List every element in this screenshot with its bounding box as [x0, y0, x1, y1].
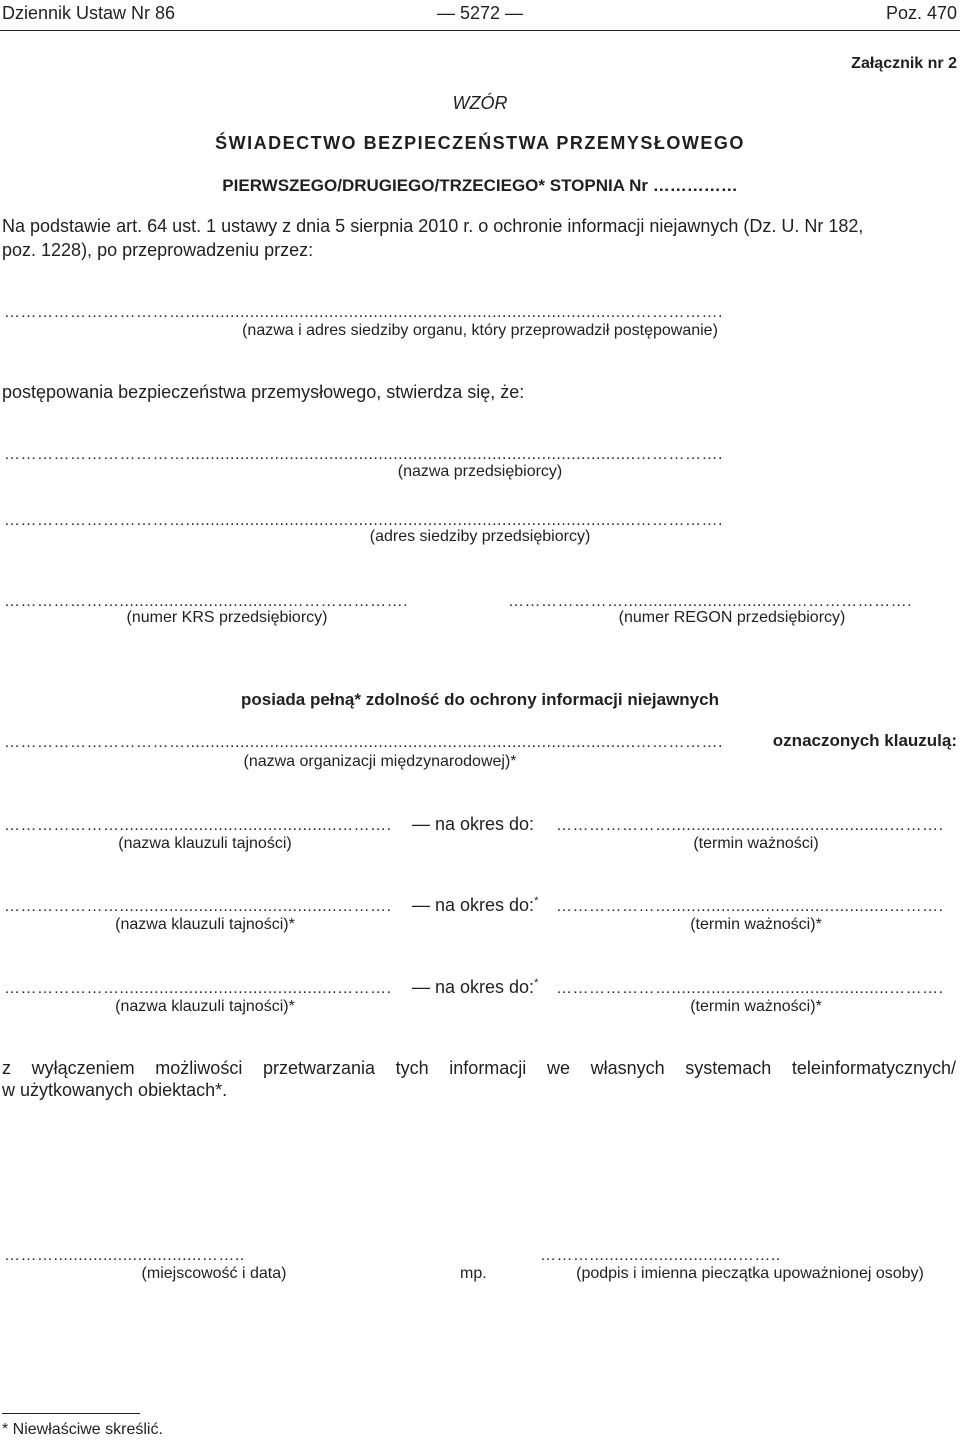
clause-2-period-label: — na okres do:*	[412, 895, 539, 915]
exclusion-line-2: w użytkowanych obiektach*.	[2, 1080, 228, 1100]
international-org-label: (nazwa organizacji międzynarodowej)*	[243, 753, 517, 770]
intro-line-2: poz. 1228), po przeprowadzeniu przez:	[2, 240, 314, 260]
organ-field[interactable]: ……………………………...........................................................................................…………….	[4, 304, 723, 321]
clause-1-field[interactable]: …………………............................................……….	[4, 817, 392, 834]
clause-2-label: (nazwa klauzuli tajności)*	[115, 916, 295, 933]
regon-label: (numer REGON przedsiębiorcy)	[618, 609, 846, 626]
template-label: WZÓR	[452, 93, 508, 113]
document-subtitle: PIERWSZEGO/DRUGIEGO/TRZECIEGO* STOPNIA Nr ……………	[222, 176, 738, 195]
company-name-label: (nazwa przedsiębiorcy)	[397, 463, 563, 480]
annex-label: Załącznik nr 2	[851, 55, 957, 72]
header-rule	[0, 30, 960, 31]
term-1-field[interactable]: …………………............................................……….	[556, 817, 944, 834]
clause-3-label: (nazwa klauzuli tajności)*	[115, 998, 295, 1015]
position-number: Poz. 470	[885, 3, 957, 23]
term-3-field[interactable]: …………………............................................……….	[556, 980, 944, 997]
page-number: — 5272 —	[436, 3, 524, 23]
exclusion-line-1: z wyłączeniem możliwości przetwarzania tych informacji we własnych systemach teleinformatycznych/	[2, 1058, 956, 1078]
document-title: ŚWIADECTWO BEZPIECZEŃSTWA PRZEMYSŁOWEGO	[215, 133, 745, 153]
company-name-field[interactable]: ……………………………...........................................................................................…………….	[4, 446, 723, 463]
clause-2-field[interactable]: …………………............................................……….	[4, 898, 392, 915]
signature-field[interactable]: ………..............................……..	[540, 1247, 781, 1264]
journal-name: Dziennik Ustaw Nr 86	[2, 3, 176, 23]
krs-field[interactable]: …………………..................................………………….	[4, 593, 409, 610]
capacity-heading: posiada pełną* zdolność do ochrony informacji niejawnych	[241, 690, 719, 709]
clause-1-label: (nazwa klauzuli tajności)	[118, 835, 292, 852]
company-address-field[interactable]: ……………………………...........................................................................................…………….	[4, 512, 723, 529]
intro-line-1: Na podstawie art. 64 ust. 1 ustawy z dnia 5 sierpnia 2010 r. o ochronie informacji niejawnych (Dz. U. Nr 182,	[2, 216, 864, 236]
term-2-field[interactable]: …………………............................................……….	[556, 898, 944, 915]
proceedings-text: postępowania bezpieczeństwa przemysłowego, stwierdza się, że:	[2, 382, 525, 402]
footnote-rule	[2, 1413, 140, 1414]
place-date-field[interactable]: ………..............................……..	[4, 1247, 245, 1264]
regon-field[interactable]: …………………..................................………………….	[508, 593, 913, 610]
krs-label: (numer KRS przedsiębiorcy)	[126, 609, 328, 626]
term-2-label: (termin ważności)*	[690, 916, 822, 933]
term-3-label: (termin ważności)*	[690, 998, 822, 1015]
company-address-label: (adres siedziby przedsiębiorcy)	[369, 528, 591, 545]
signature-label: (podpis i imienna pieczątka upoważnionej osoby)	[576, 1265, 924, 1282]
clause-1-period-label: — na okres do:	[412, 814, 535, 834]
classified-suffix: oznaczonych klauzulą:	[772, 731, 957, 750]
international-org-field[interactable]: ……………………………...........................................................................................…………….	[4, 734, 723, 751]
place-date-label: (miejscowość i data)	[141, 1265, 287, 1282]
term-1-label: (termin ważności)	[693, 835, 819, 852]
footnote: * Niewłaściwe skreślić.	[2, 1421, 163, 1438]
clause-3-field[interactable]: …………………............................................……….	[4, 980, 392, 997]
stamp-place-label: mp.	[460, 1265, 487, 1282]
organ-label: (nazwa i adres siedziby organu, który przeprowadził postępowanie)	[242, 322, 718, 339]
clause-3-period-label: — na okres do:*	[412, 977, 539, 997]
